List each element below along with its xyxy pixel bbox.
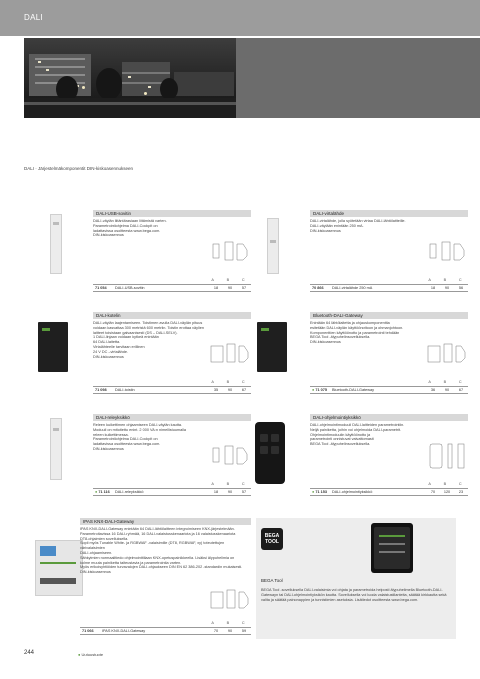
product-description: Releen kuikettimen ohjaamiseen DALI-väylän kautta. Moduuli on mitoitettu enint. 2 000 VA:n nimellistuumalla releen kuikettimessa. Parametrointiohjelma DALI-Cockpit on ladattavissa osoitteesta www.bega.com. DIN-kiskoasennus — [93, 423, 187, 451]
product-title: DALI-releyksikkö — [93, 414, 251, 421]
top-bar — [0, 0, 480, 36]
product-description: DALI-virtalähde, jolla syötetään virtaa DALI-lähtölaitteille. DALI-väylään enintään 250 mA. DIN-kiskoasennus — [310, 219, 406, 233]
product-image — [265, 312, 305, 392]
product-card-repeater — [48, 312, 251, 397]
footer-legend: ● Uutuustuote — [78, 652, 104, 657]
product-card-relay-unit — [48, 414, 251, 499]
product-image — [48, 210, 88, 290]
product-card-knx-gateway — [30, 518, 251, 639]
dimension-diagram — [209, 238, 251, 276]
bega-tool-panel — [256, 518, 456, 639]
product-description: DALI-ohjelmointimoduuli DALI-laitteiden parametrointiin. Neljä painiketta, joihin voi ohjelmoida DALI-parametrit. Ohjelmointimoduulin käyttöönotto ja parametrointi onnistuvat vaivattomasti BEGA Tool -älypuhelinsovelluksella. — [310, 423, 405, 447]
product-description: IPAS KNX-DALI-Gateway enintään 64 DALI-lähtölaitteen integroimiseen KNX-järjestelmään. Parametroitavissa 16 DALI-ryhmää, 16 DALI-valaistusskenaariota ja 16 valaistusskenaariota DT8-ohjaimien sovelluksella. Sopii myös Tunable White- ja RGBWAF -valaisimille (DT8, RGBWAF, xy) toteutettujen värivalaisimien DALI-ohjaamiseen. Sähkyimien normaalitiedo ohjelmointitilaan KNX-opetuspainikkeella. Lisäksi älypuhelimia on kolme muuta painiketta taiteustavia ja parametrointia varten. Myös erikoisyhtiöiden turvavalojen DALI-ohjaukseen DIN EN 62 386-202 -standardin mukaisesti. DIN-kiskoasennus — [80, 527, 243, 575]
dimension-diagram — [426, 340, 468, 378]
new-product-marker: ● — [312, 388, 316, 392]
product-image — [48, 312, 88, 392]
product-image — [265, 414, 305, 494]
dimension-headers: A B C — [211, 482, 245, 486]
dimension-headers: A B C — [211, 278, 245, 282]
dimension-diagram — [209, 340, 251, 378]
product-title: IPAS KNX-DALI-Gateway — [80, 518, 251, 525]
product-row: ● 71 153 DALI-ohjelmointiyksikkö 70 120 23 — [310, 488, 468, 496]
product-description: Enintään 64 lähtölaitetta ja ohjauskomponenttia esitetään DALI-väylän käyttöönottoon ja ohmanjohtoon. Komponenttien käyttöönotto ja parametrointi tehdään BEGA Tool -älypuhelinsovelluksella. DIN-kiskoasennus — [310, 321, 404, 345]
product-title: DALI-USB-sovitin — [93, 210, 251, 217]
product-image — [30, 518, 85, 639]
product-description: DALI-väylän laajentamiseen. Toistimen avulla DALI-väylän pituus voidaan kasvattaa 300 metristä 600 metriin. Toistin erottaa väylien laitteet toisistaan galvaanisesti (DS – DALI-SELV). 1 DALI-linjaan voidaan kytkeä enintään 64 DALI-laitetta. Virtalähteelle tarvitaan erillinen 24 V DC –virtalähde. DIN-kiskoasennus — [93, 321, 204, 359]
hero-photo — [24, 38, 236, 118]
product-row: ● 71 116 DALI-releyksikkö 18 90 57 — [93, 488, 251, 496]
product-card-bluetooth-gateway — [265, 312, 468, 397]
dimension-diagram — [209, 442, 251, 480]
product-card-usb — [48, 210, 251, 295]
product-row: 71 098 DALI-toistin 35 90 67 — [93, 386, 251, 394]
dimension-diagram — [209, 586, 251, 624]
product-row: 71 054 DALI-USB-sovitin 18 90 57 — [93, 284, 251, 292]
product-card-power-supply — [265, 210, 468, 295]
bega-tool-text: BEGA Tool -sovelluksella DALI-valaisimia voi ohjata ja parametroida helposti älypuhelimella Bluetooth-DALI-Gatewayn tai DALI-ohjelmointiyksikön kautta. Sovelluksella voi luoda valaistustilanteita, säätää kirkkautta sekä valita ja säätää painonappien ja tunnistimien asetuksia. Lisätiedot osoitteesta www.bega.com. — [261, 588, 447, 602]
dimension-headers: A B C — [211, 380, 245, 384]
new-product-marker: ● — [312, 490, 316, 494]
product-card-programming-unit — [265, 414, 468, 499]
product-title: DALI-ohjelmointiyksikkö — [310, 414, 468, 421]
page-number: 244 — [24, 650, 35, 656]
page-title: DALI — [24, 13, 43, 22]
product-row: 70 866 DALI-virtalähde 250 mA 18 90 56 — [310, 284, 468, 292]
dimension-headers: A B C — [428, 278, 462, 282]
product-title: DALI-virtalähde — [310, 210, 468, 217]
product-row: 71 066 IPAS KNX-DALI-Gateway 70 90 59 — [80, 627, 251, 635]
product-title: Bluetooth-DALI-Gateway — [310, 312, 468, 319]
new-product-marker: ● — [95, 490, 99, 494]
product-row: ● 71 075 Bluetooth-DALI-Gateway 36 90 67 — [310, 386, 468, 394]
section-subtitle: DALI · Järjestelmäkomponentit DIN-kiskoasennukseen — [24, 166, 134, 171]
dimension-headers: A B C — [428, 380, 462, 384]
dimension-diagram — [426, 238, 468, 276]
dimension-diagram — [426, 442, 468, 480]
product-title: DALI-kotelin — [93, 312, 251, 319]
dimension-headers: A B C — [211, 621, 245, 625]
hero-gray-panel — [236, 38, 480, 118]
product-description: DALI-väylän liitäntärasiaan liitämistä varten. Parametrointiohjelma DALI-Cockpit on ladattavissa osoitteesta www.bega.com. DIN-kiskoasennus — [93, 219, 167, 238]
smartphone-image — [371, 523, 413, 573]
dimension-headers: A B C — [428, 482, 462, 486]
bega-tool-title: BEGA Tool — [261, 578, 283, 583]
bega-tool-logo: BEGA TOOL — [261, 528, 283, 550]
product-image — [48, 414, 88, 494]
new-product-marker: ● — [78, 652, 82, 657]
product-image — [265, 210, 305, 290]
